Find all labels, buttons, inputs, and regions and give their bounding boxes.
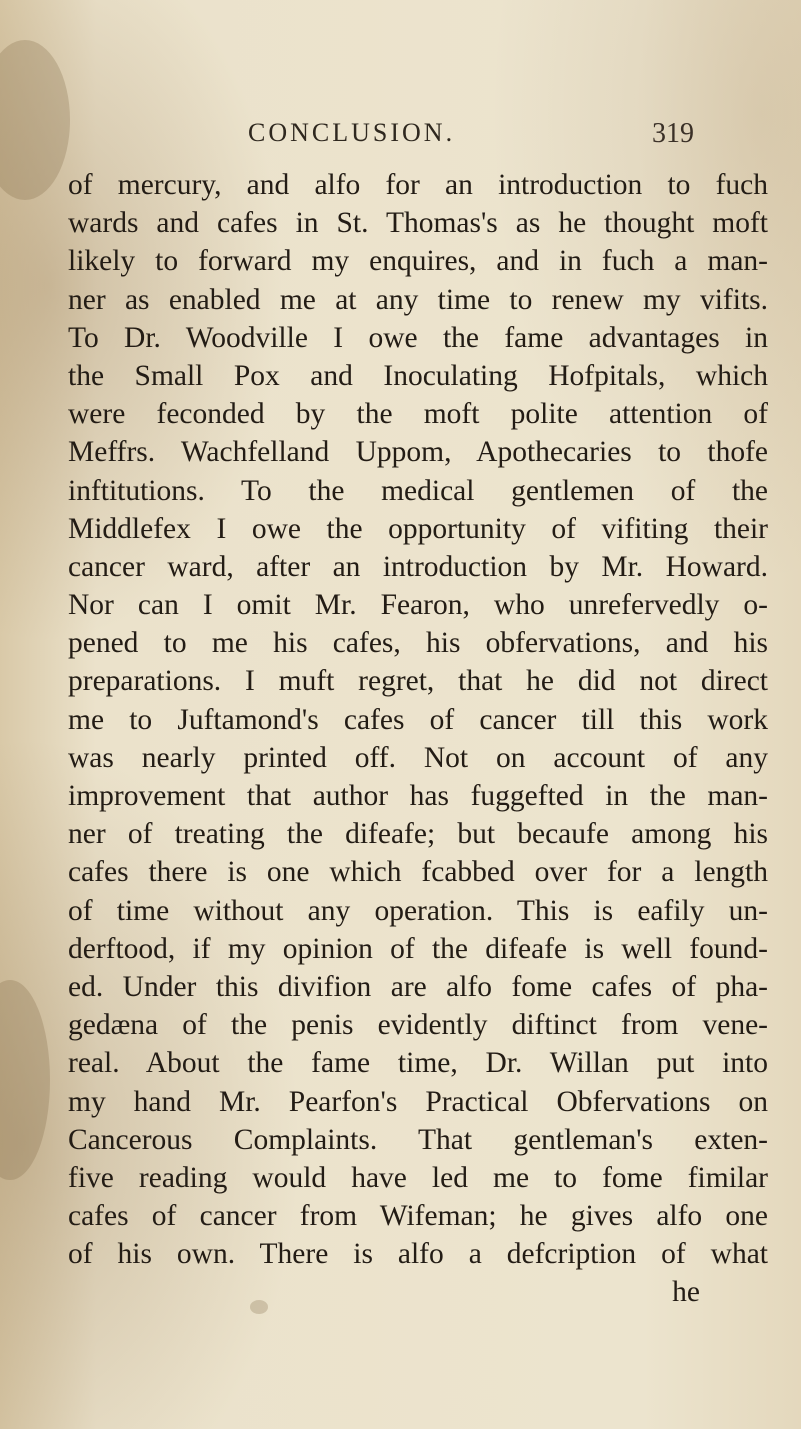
text-line: Meffrs. Wachfelland Uppom, Apothecaries to thofe <box>68 436 768 469</box>
text-line: of time without any operation. This is eafily un- <box>68 894 768 927</box>
text-line: the Small Pox and Inoculating Hofpitals, which <box>68 359 768 392</box>
text-line: cancer ward, after an introduction by Mr. Howard. <box>68 550 768 583</box>
text-line: Cancerous Complaints. That gentleman's exten- <box>68 1123 768 1156</box>
text-line: likely to forward my enquires, and in fuch a man- <box>68 245 768 278</box>
text-line: Nor can I omit Mr. Fearon, who unrefervedly o- <box>68 589 768 622</box>
text-line: was nearly printed off. Not on account of any <box>68 741 768 774</box>
text-line: ed. Under this divifion are alfo fome cafes of pha- <box>68 970 768 1003</box>
text-line: my hand Mr. Pearfon's Practical Obfervations on <box>68 1085 768 1118</box>
text-line: real. About the fame time, Dr. Willan put into <box>68 1047 768 1080</box>
text-line: pened to me his cafes, his obfervations, and his <box>68 627 768 660</box>
text-line: gedæna of the penis evidently diftinct from vene- <box>68 1009 768 1042</box>
page-number: 319 <box>652 118 694 149</box>
text-line: To Dr. Woodville I owe the fame advantages in <box>68 321 768 354</box>
text-line: were feconded by the moft polite attention of <box>68 398 768 431</box>
text-line: preparations. I muft regret, that he did not direct <box>68 665 768 698</box>
page-header <box>0 118 801 166</box>
body-text <box>68 166 768 1312</box>
running-head: CONCLUSION. <box>248 118 456 147</box>
text-line: five reading would have led me to fome fimilar <box>68 1161 768 1194</box>
text-line: of mercury, and alfo for an introduction to fuch <box>68 169 768 201</box>
paper-stain <box>0 980 50 1180</box>
text-line: cafes of cancer from Wifeman; he gives alfo one <box>68 1200 768 1233</box>
text-line: wards and cafes in St. Thomas's as he thought moft <box>68 207 768 240</box>
text-line: Middlefex I owe the opportunity of vifiting their <box>68 512 768 545</box>
catchword: he <box>672 1276 700 1309</box>
text-line: inftitutions. To the medical gentlemen of the <box>68 474 768 507</box>
text-line: derftood, if my opinion of the difeafe is well found- <box>68 932 768 965</box>
text-line: cafes there is one which fcabbed over for a length <box>68 856 768 889</box>
text-line: me to Juftamond's cafes of cancer till this work <box>68 703 768 736</box>
text-line: improvement that author has fuggefted in the man- <box>68 780 768 812</box>
text-line: ner of treating the difeafe; but becaufe among his <box>68 818 768 851</box>
text-line: ner as enabled me at any time to renew my vifits. <box>68 283 768 316</box>
text-line: of his own. There is alfo a defcription of what <box>68 1238 768 1271</box>
